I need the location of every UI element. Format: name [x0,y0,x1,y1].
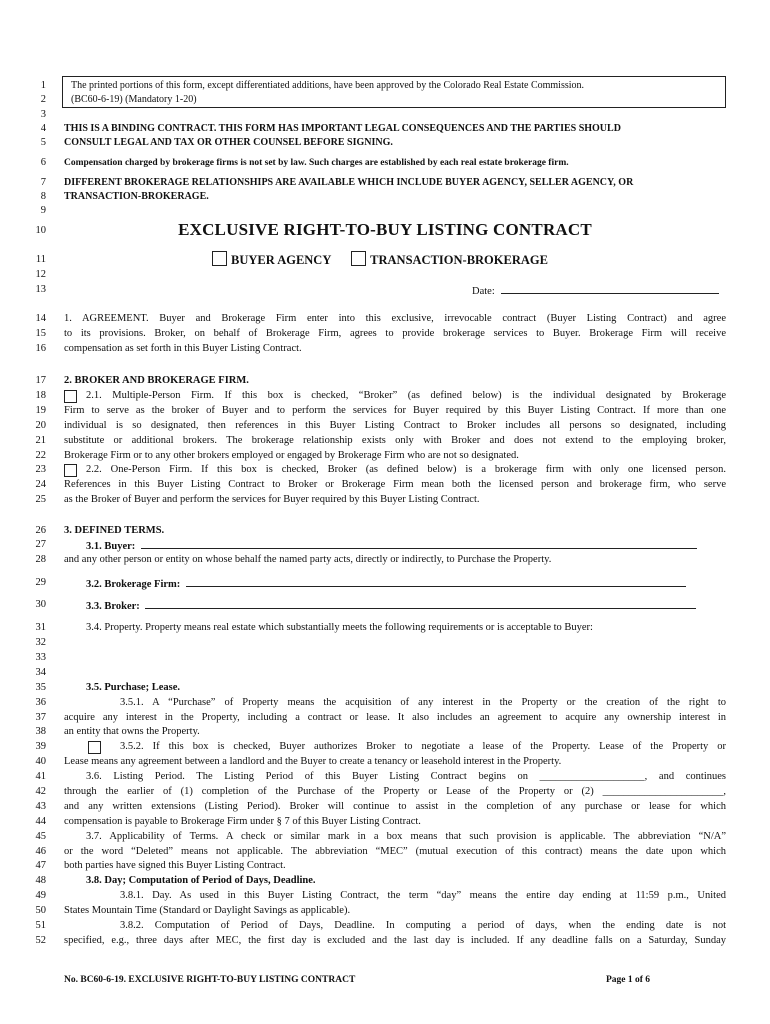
document-title: EXCLUSIVE RIGHT-TO-BUY LISTING CONTRACT [178,220,592,239]
line-number: 4 [40,123,46,134]
line-number: 45 [35,831,46,842]
form-footer-id: No. BC60-6-19. EXCLUSIVE RIGHT-TO-BUY LISTING CONTRACT [64,975,356,985]
agreement-line-15: to its provisions. Broker, on behalf of Brokerage Firm, agrees to provide brokerage services to Buyer. Brokerage Firm will receive [64,328,726,339]
broker-field[interactable] [145,598,696,609]
line-number: 5 [40,137,46,148]
listing-period-line-43: and any written extensions (Listing Period). Broker will continue to assist in the completion of any purchase or lease for which [64,801,726,812]
buyer-field[interactable] [141,538,697,549]
line-number: 33 [35,652,46,663]
line-number: 43 [35,801,46,812]
property-definition: 3.4. Property. Property means real estate which substantially meets the following requirements or is acceptable to Buyer: [86,622,593,633]
multiple-person-line-18: 2.1. Multiple-Person Firm. If this box is checked, “Broker” (as defined below) is the individual designated by Brokerage [86,390,726,401]
line-number: 10 [35,225,46,236]
broker-firm-heading: 2. BROKER AND BROKERAGE FIRM. [64,375,249,386]
applicability-line-47: both parties have signed this Buyer Listing Contract. [64,860,286,871]
line-number: 7 [40,177,46,188]
line-number: 52 [35,935,46,946]
line-number: 16 [35,343,46,354]
line-number: 50 [35,905,46,916]
line-number: 31 [35,622,46,633]
notice-line-1: The printed portions of this form, except differentiated additions, have been approved by the Colorado Real Estate Commission. [71,80,585,91]
defined-terms-heading: 3. DEFINED TERMS. [64,525,165,536]
line-number: 20 [35,420,46,431]
relationships-warning-line-2: TRANSACTION-BROKERAGE. [64,191,209,202]
line-number: 40 [35,756,46,767]
transaction-brokerage-label: TRANSACTION-BROKERAGE [370,253,548,267]
line-number: 15 [35,328,46,339]
line-number: 35 [35,682,46,693]
day-computation-heading: 3.8. Day; Computation of Period of Days, Deadline. [86,875,316,886]
agreement-line-16: compensation as set forth in this Buyer Listing Contract. [64,343,302,354]
compensation-notice: Compensation charged by brokerage firms is not set by law. Such charges are established by each real estate brokerage firm. [64,158,569,168]
computation-line-51: 3.8.2. Computation of Period of Days, Deadline. In computing a period of days, when the ending date is not [120,920,726,931]
line-number: 42 [35,786,46,797]
line-number: 26 [35,525,46,536]
lease-authorization-checkbox[interactable] [88,741,101,754]
multiple-person-checkbox[interactable] [64,390,77,403]
line-number: 19 [35,405,46,416]
line-number: 24 [35,479,46,490]
date-field[interactable] [501,283,719,294]
one-person-checkbox[interactable] [64,464,77,477]
multiple-person-line-22: Brokerage Firm or to any other brokers employed or engaged by Brokerage Firm who are not so designated. [64,450,519,461]
line-number: 29 [35,577,46,588]
line-number: 46 [35,846,46,857]
multiple-person-line-21: substitute or additional brokers. The brokerage relationship exists only with Broker and does not extend to the employing broker, [64,435,726,446]
line-number: 28 [35,554,46,565]
lease-line-40: Lease means any agreement between a landlord and the Buyer to create a tenancy or leasehold interest in the Property. [64,756,562,767]
line-number: 49 [35,890,46,901]
line-number: 22 [35,450,46,461]
day-line-49: 3.8.1. Day. As used in this Buyer Listing Contract, the term “day” means the entire day ending at 11:59 p.m., United [120,890,726,901]
line-number: 27 [35,539,46,550]
purchase-line-38: an entity that owns the Property. [64,726,200,737]
lease-line-39: 3.5.2. If this box is checked, Buyer authorizes Broker to negotiate a lease of the Property. Lease of the Property or [120,741,726,752]
line-number: 13 [35,284,46,295]
listing-period-line-42: through the earlier of (1) completion of the Purchase of the Property or Lease of the Property or (2) _______________________, [64,786,726,797]
buyer-label: 3.1. Buyer: [86,541,136,552]
listing-period-line-41: 3.6. Listing Period. The Listing Period of this Buyer Listing Contract begins on ____________________, and continues [86,771,726,782]
purchase-line-37: acquire any interest in the Property, including a contract or lease. It also includes an agreement to acquire any ownership interest in [64,712,726,723]
line-number: 37 [35,712,46,723]
applicability-line-45: 3.7. Applicability of Terms. A check or similar mark in a box means that such provision is applicable. The abbreviation “N/A” [86,831,726,842]
line-number: 41 [35,771,46,782]
day-line-50: States Mountain Time (Standard or Daylight Savings as applicable). [64,905,351,916]
agency-options [212,251,548,268]
applicability-line-46: or the word “Deleted” means not applicable. The abbreviation “MEC” (mutual execution of this contract) means the date upon which [64,846,726,857]
line-number: 1 [40,80,46,91]
date-row [472,283,719,297]
notice-line-2: (BC60-6-19) (Mandatory 1-20) [71,94,197,105]
line-number: 44 [35,816,46,827]
agreement-line-14: 1. AGREEMENT. Buyer and Brokerage Firm enter into this exclusive, irrevocable contract (Buyer Listing Contract) and agree [64,313,726,324]
computation-line-52: specified, e.g., three days after MEC, the first day is excluded and the last day is included. If any deadline falls on a Saturday, Sunday [64,935,726,946]
line-number: 48 [35,875,46,886]
multiple-person-line-19: Firm to serve as the broker of Buyer and to perform the services for Buyer required by this Buyer Listing Contract. If more than one [64,405,726,416]
line-number: 9 [40,205,46,216]
line-number: 8 [40,191,46,202]
one-person-line-24: References in this Buyer Listing Contract to Broker or Brokerage Firm mean both the licensed person and brokerage firm, who serve [64,479,726,490]
commission-notice-box [62,76,726,108]
binding-warning-line-1: THIS IS A BINDING CONTRACT. THIS FORM HAS IMPORTANT LEGAL CONSEQUENCES AND THE PARTIES SHOULD [64,123,621,134]
line-number: 2 [40,94,46,105]
line-number: 21 [35,435,46,446]
line-number: 11 [35,254,46,265]
line-number: 14 [35,313,46,324]
one-person-line-25: as the Broker of Buyer and perform the services for Buyer required by this Buyer Listing Contract. [64,494,480,505]
page-number: Page 1 of 6 [606,975,651,985]
line-number: 51 [35,920,46,931]
brokerage-firm-label: 3.2. Brokerage Firm: [86,579,181,590]
line-number: 6 [40,157,46,168]
date-label: Date: [472,286,495,297]
broker-label: 3.3. Broker: [86,601,140,612]
line-number: 17 [35,375,46,386]
line-number: 34 [35,667,46,678]
line-number: 38 [35,726,46,737]
brokerage-firm-row [86,576,726,592]
line-number: 23 [35,464,46,475]
line-number: 36 [35,697,46,708]
broker-row [86,598,726,614]
listing-period-line-44: compensation is payable to Brokerage Firm under § 7 of this Buyer Listing Contract. [64,816,421,827]
line-number: 18 [35,390,46,401]
line-number: 39 [35,741,46,752]
line-number: 47 [35,860,46,871]
buyer-row [86,538,726,554]
purchase-line-36: 3.5.1. A “Purchase” of Property means the acquisition of any interest in the Property or the creation of the right to [120,697,726,708]
buyer-definition-line: and any other person or entity on whose behalf the named party acts, directly or indirectly, to Purchase the Property. [64,554,552,565]
buyer-agency-checkbox[interactable] [212,251,227,266]
line-number: 32 [35,637,46,648]
line-number: 25 [35,494,46,505]
transaction-brokerage-checkbox[interactable] [351,251,366,266]
line-number: 12 [35,269,46,280]
line-number: 3 [40,109,46,120]
multiple-person-line-20: individual is so designated, then references in this Buyer Listing Contract to Broker includes all persons so designated, including [64,420,726,431]
one-person-line-23: 2.2. One-Person Firm. If this box is checked, Broker (as defined below) is a brokerage firm with only one licensed person. [86,464,726,475]
purchase-lease-heading: 3.5. Purchase; Lease. [86,682,181,693]
brokerage-firm-field[interactable] [186,576,686,587]
line-number: 30 [35,599,46,610]
buyer-agency-label: BUYER AGENCY [231,253,331,267]
binding-warning-line-2: CONSULT LEGAL AND TAX OR OTHER COUNSEL BEFORE SIGNING. [64,137,393,148]
relationships-warning-line-1: DIFFERENT BROKERAGE RELATIONSHIPS ARE AVAILABLE WHICH INCLUDE BUYER AGENCY, SELLER AGENCY, OR [64,177,634,188]
